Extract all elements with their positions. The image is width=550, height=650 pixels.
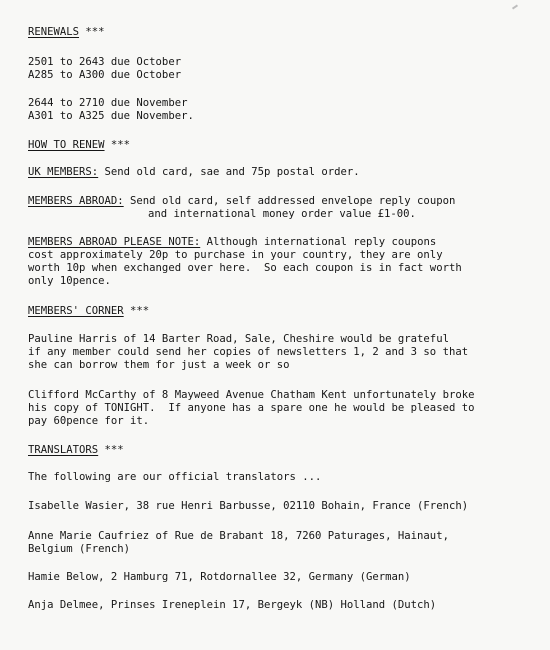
paragraph-line: pay 60pence for it.	[28, 415, 150, 427]
translator-line: Anne Marie Caufriez of Rue de Brabant 18, 7260 Paturages, Hainaut,	[28, 530, 449, 542]
renewals-heading	[28, 26, 538, 39]
members-abroad-paragraph	[28, 195, 538, 221]
please-note-line: cost approximately 20p to purchase in your country, they are only	[28, 249, 443, 261]
translator-line: Isabelle Wasier, 38 rue Henri Barbusse, 02110 Bohain, France (French)	[28, 500, 469, 512]
renewals-heading-stars: ***	[79, 26, 105, 38]
members-corner-heading-stars: ***	[123, 305, 150, 317]
members-abroad-text: Send old card, self addressed envelope reply coupon	[123, 195, 456, 207]
please-note-label: MEMBERS ABROAD PLEASE NOTE:	[28, 236, 201, 248]
members-abroad-continuation: and international money order value £1-00.	[148, 208, 416, 220]
translators-intro	[28, 471, 538, 484]
translator-entry	[28, 500, 538, 513]
renewal-line: A285 to A300 due October	[28, 69, 182, 81]
uk-members-text: Send old card, sae and 75p postal order.	[98, 166, 360, 178]
please-note-line: worth 10p when exchanged over here. So each coupon is in fact worth	[28, 262, 462, 274]
how-to-renew-heading-text: HOW TO RENEW	[28, 139, 105, 151]
members-corner-paragraph-2	[28, 389, 538, 428]
translator-line: Hamie Below, 2 Hamburg 71, Rotdornallee 32, Germany (German)	[28, 571, 411, 583]
please-note-text: Although international reply coupons	[200, 236, 437, 248]
paragraph-line: Pauline Harris of 14 Barter Road, Sale, Cheshire would be grateful	[28, 333, 449, 345]
corner-mark	[512, 4, 518, 9]
uk-members-label: UK MEMBERS:	[28, 166, 99, 178]
translator-entry	[28, 530, 538, 556]
how-to-renew-heading-stars: ***	[104, 139, 131, 151]
translator-entry	[28, 599, 538, 612]
renewals-heading-text: RENEWALS	[28, 26, 80, 38]
translators-heading	[28, 444, 538, 457]
paragraph-line: his copy of TONIGHT. If anyone has a spare one he would be pleased to	[28, 402, 475, 414]
paragraph-line: Clifford McCarthy of 8 Mayweed Avenue Chatham Kent unfortunately broke	[28, 389, 475, 401]
renewals-list-1	[28, 56, 538, 82]
renewal-line: 2644 to 2710 due November	[28, 97, 188, 109]
translators-heading-text: TRANSLATORS	[28, 444, 99, 456]
translators-intro-text: The following are our official translators ...	[28, 471, 322, 483]
translator-line: Belgium (French)	[28, 543, 131, 555]
renewal-line: 2501 to 2643 due October	[28, 56, 182, 68]
paragraph-line: if any member could send her copies of newsletters 1, 2 and 3 so that	[28, 346, 469, 358]
members-abroad-label: MEMBERS ABROAD:	[28, 195, 124, 207]
renewal-line: A301 to A325 due November.	[28, 110, 194, 122]
renewals-list-2	[28, 97, 538, 123]
members-corner-heading	[28, 305, 538, 318]
please-note-paragraph	[28, 236, 538, 288]
paragraph-line: she can borrow them for just a week or so	[28, 359, 290, 371]
translators-heading-stars: ***	[98, 444, 124, 456]
members-corner-heading-text: MEMBERS' CORNER	[28, 305, 124, 317]
uk-members-paragraph	[28, 166, 538, 179]
how-to-renew-heading	[28, 139, 538, 152]
translator-entry	[28, 571, 538, 584]
members-corner-paragraph-1	[28, 333, 538, 372]
please-note-line: only 10pence.	[28, 275, 111, 287]
translator-line: Anja Delmee, Prinses Ireneplein 17, Bergeyk (NB) Holland (Dutch)	[28, 599, 437, 611]
